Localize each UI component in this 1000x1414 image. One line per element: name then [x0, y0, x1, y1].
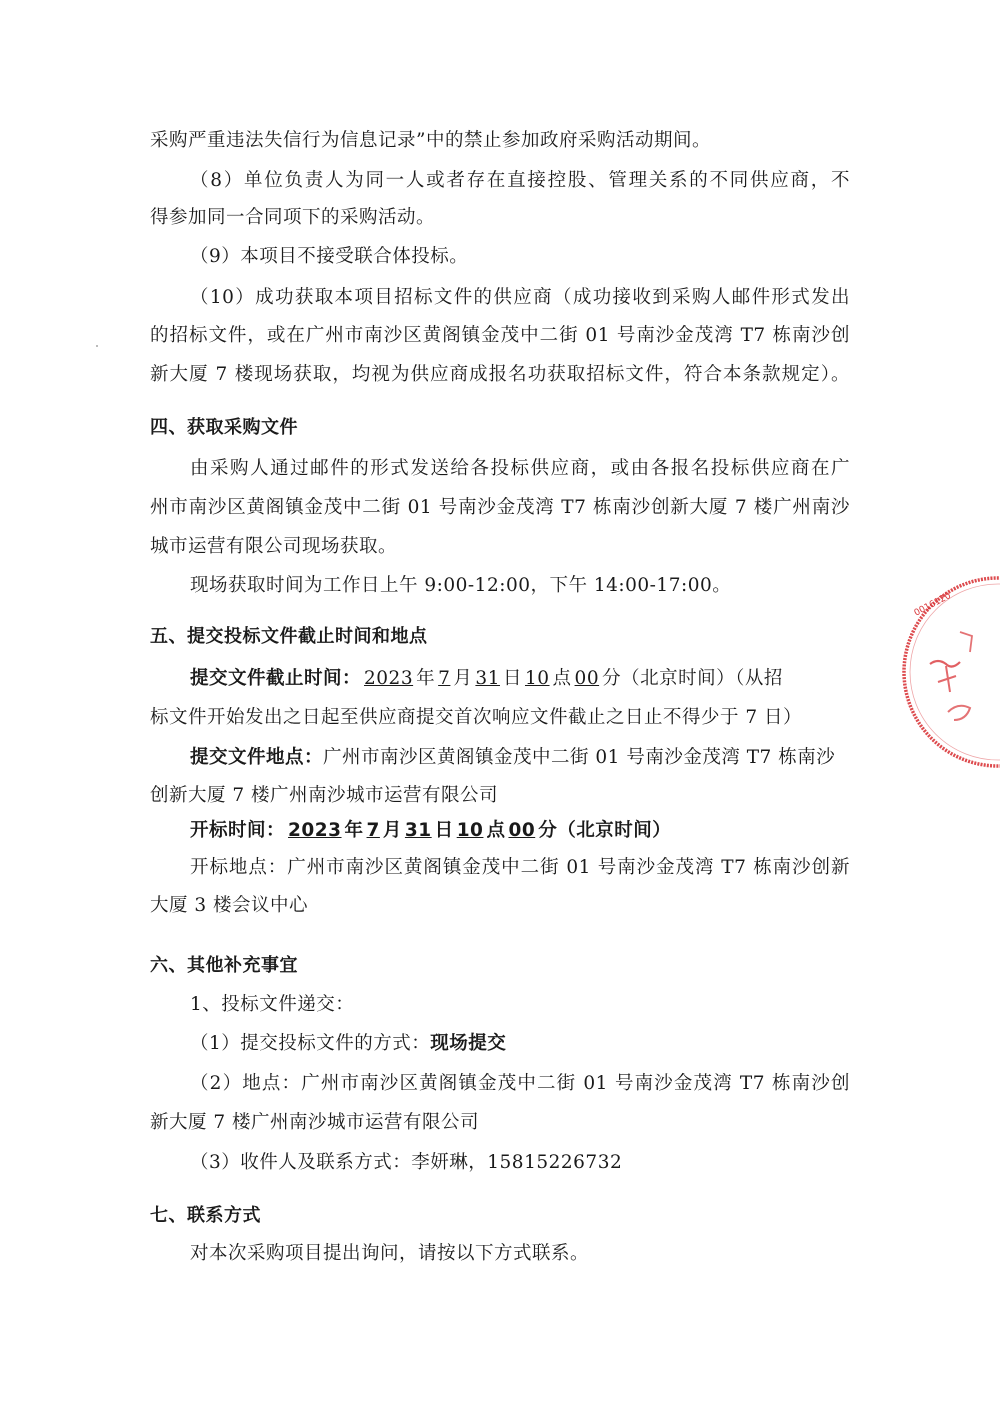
opening-month: 7: [366, 820, 380, 841]
sec4-heading: 四、获取采购文件: [150, 417, 298, 438]
sec6-sub2-line1: （2）地点：广州市南沙区黄阁镇金茂中二街 01 号南沙金茂湾 T7 栋南沙创: [190, 1073, 850, 1094]
sec6-item1: 1、投标文件递交：: [190, 994, 355, 1015]
submit-place-continuation: 创新大厦 7 楼广州南沙城市运营有限公司: [150, 785, 499, 806]
sec3-item8-line2: 得参加同一合同项下的采购活动。: [150, 207, 436, 228]
sec3-item8-line1: （8）单位负责人为同一人或者存在直接控股、管理关系的不同供应商，不: [190, 170, 850, 191]
opening-time-note: （北京时间）: [557, 820, 672, 841]
deadline-month-unit: 月: [453, 668, 473, 689]
sec6-sub1: [190, 1031, 850, 1057]
deadline-minute: 00: [574, 668, 600, 689]
deadline-note: （北京时间）（从招: [621, 668, 783, 689]
seal-serial-text: 0016120: [912, 590, 953, 619]
deadline-continuation: 标文件开始发出之日起至供应商提交首次响应文件截止之日止不得少于 7 日）: [150, 707, 803, 728]
sec5-heading: 五、提交投标文件截止时间和地点: [150, 626, 428, 647]
opening-place-line1: 开标地点：广州市南沙区黄阁镇金茂中二街 01 号南沙金茂湾 T7 栋南沙创新: [190, 857, 850, 878]
sec7-para1: 对本次采购项目提出询问，请按以下方式联系。: [190, 1243, 590, 1264]
opening-time-line: [190, 818, 850, 844]
deadline-month: 7: [438, 668, 451, 689]
official-seal: [890, 572, 1000, 772]
sec3-item9: （9）本项目不接受联合体投标。: [190, 246, 469, 267]
sec6-sub1-value: 现场提交: [430, 1033, 507, 1054]
sec3-line1: 采购严重违法失信行为信息记录”中的禁止参加政府采购活动期间。: [150, 130, 711, 151]
sec3-item10-line2: 的招标文件，或在广州市南沙区黄阁镇金茂中二街 01 号南沙金茂湾 T7 栋南沙创: [150, 325, 850, 346]
opening-minute: 00: [508, 820, 536, 841]
opening-day-unit: 日: [434, 820, 454, 841]
deadline-hour: 10: [524, 668, 550, 689]
opening-minute-unit: 分: [538, 820, 558, 841]
deadline-minute-unit: 分: [602, 668, 622, 689]
deadline-line: [190, 666, 850, 692]
sec4-para2: 现场获取时间为工作日上午 9:00-12:00，下午 14:00-17:00。: [190, 575, 732, 596]
sec6-sub3: （3）收件人及联系方式：李妍琳，15815226732: [190, 1152, 623, 1173]
scan-mark: [96, 345, 98, 347]
sec7-heading: 七、联系方式: [150, 1205, 261, 1226]
sec4-para1-line2: 州市南沙区黄阁镇金茂中二街 01 号南沙金茂湾 T7 栋南沙创新大厦 7 楼广州南沙: [150, 497, 850, 518]
opening-place-line2: 大厦 3 楼会议中心: [150, 895, 309, 916]
opening-month-unit: 月: [382, 820, 402, 841]
submit-place-label: 提交文件地点：: [190, 747, 324, 768]
opening-day: 31: [404, 820, 432, 841]
opening-hour-unit: 点: [486, 820, 506, 841]
deadline-day: 31: [475, 668, 500, 689]
deadline-label: 提交文件截止时间：: [190, 668, 362, 689]
deadline-hour-unit: 点: [552, 668, 572, 689]
sec3-item10-line3: 新大厦 7 楼现场获取，均视为供应商成报名功获取招标文件，符合本条款规定）。: [150, 364, 850, 385]
deadline-year: 2023: [364, 668, 414, 689]
sec4-para1-line3: 城市运营有限公司现场获取。: [150, 536, 398, 557]
sec4-para1-line1: 由采购人通过邮件的形式发送给各投标供应商，或由各报名投标供应商在广: [190, 458, 850, 479]
sec6-sub2-line2: 新大厦 7 楼广州南沙城市运营有限公司: [150, 1112, 480, 1133]
submit-place-value: 广州市南沙区黄阁镇金茂中二街 01 号南沙金茂湾 T7 栋南沙: [323, 747, 836, 768]
seal-graphic: [890, 572, 1000, 772]
opening-hour: 10: [456, 820, 484, 841]
sec3-item10-line1: （10）成功获取本项目招标文件的供应商（成功接收到采购人邮件形式发出: [190, 287, 850, 308]
deadline-day-unit: 日: [502, 668, 522, 689]
deadline-year-unit: 年: [416, 668, 436, 689]
opening-year: 2023: [288, 820, 342, 841]
sec6-heading: 六、其他补充事宜: [150, 955, 298, 976]
submit-place-line: [190, 745, 850, 771]
opening-year-unit: 年: [344, 820, 364, 841]
sec6-sub1-label: （1）提交投标文件的方式：: [190, 1033, 431, 1054]
opening-time-label: 开标时间：: [190, 820, 286, 841]
